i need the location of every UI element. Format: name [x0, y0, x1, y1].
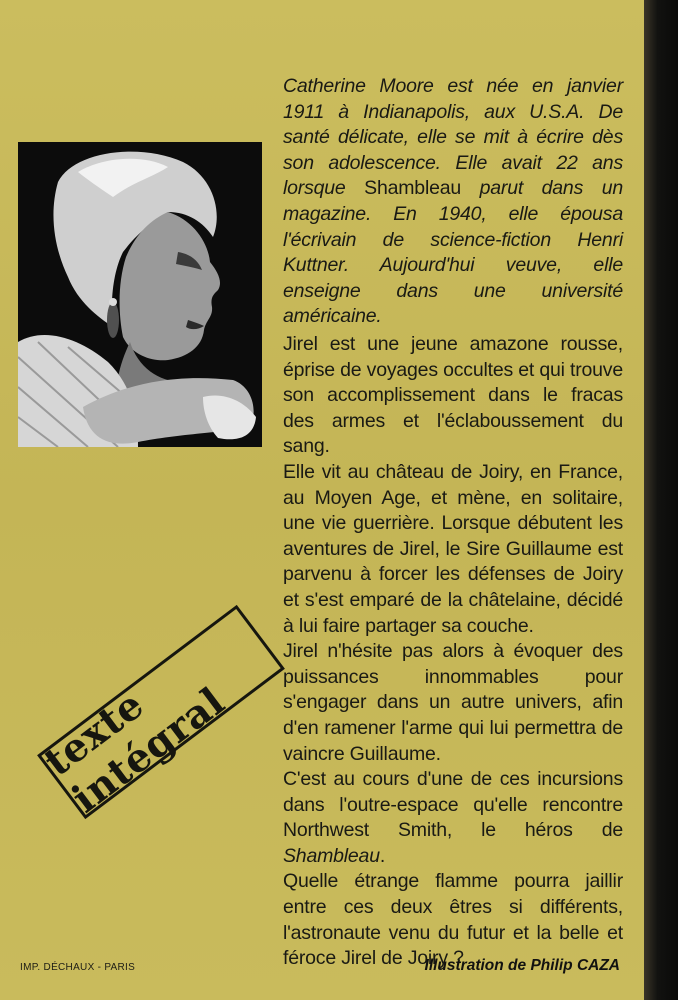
synopsis-paragraph-2: Elle vit au château de Joiry, en France, au Moyen Age, et mène, en solitaire, une vie guerrière. Lorsque débutent les aventures de Jirel, le Sire Guillaume est parvenu à forcer les défenses de Joiry et s'est emparé de la châtelaine, décidé à lui faire partager sa couche. — [283, 460, 623, 637]
biography-text-1: Catherine Moore est née en janvier 1911 à Indianapolis, aux U.S.A. De santé délicate, elle se mit à écrire dès son adolescence. Elle avait 22 ans lorsque — [283, 75, 623, 200]
book-spine — [644, 0, 678, 1000]
author-biography — [283, 74, 623, 330]
synopsis-paragraph-3: Jirel n'hésite pas alors à évoquer des puissances innommables pour s'engager dans un autre univers, afin d'en ramener l'arme qui lui permettra de vaincre Guillaume. — [283, 640, 623, 765]
synopsis-book-title: Shambleau — [283, 844, 380, 867]
printer-credit: IMP. DÉCHAUX - PARIS — [20, 962, 136, 973]
biography-text-2: parut dans un magazine. En 1940, elle épousa l'écrivain de science-fiction Henri Kuttner. Aujourd'hui veuve, elle enseigne dans une université américaine. — [283, 177, 624, 328]
story-synopsis — [283, 332, 623, 972]
synopsis-paragraph-4 — [283, 767, 623, 869]
synopsis-paragraph-4-text: C'est au cours d'une de ces incursions dans l'outre-espace qu'elle rencontre Northwest Smith, le héros de — [283, 768, 623, 842]
author-portrait-image — [18, 142, 262, 447]
illustration-credit: Illustration de Philip CAZA — [424, 957, 620, 974]
stamp-label: texte intégral — [35, 678, 234, 823]
synopsis-paragraph-4-end: . — [379, 844, 386, 867]
synopsis-paragraph-1: Jirel est une jeune amazone rousse, éprise de voyages occultes et qui trouve son accomplissement dans le fracas des armes et l'éclaboussement du sang. — [283, 333, 623, 458]
author-photo — [18, 142, 262, 447]
synopsis-paragraph-5: Quelle étrange flamme pourra jaillir entre ces deux êtres si différents, l'astronaute venu du futur et la belle et féroce Jirel de Joiry ? — [283, 870, 623, 970]
biography-book-title: Shambleau — [364, 177, 462, 200]
